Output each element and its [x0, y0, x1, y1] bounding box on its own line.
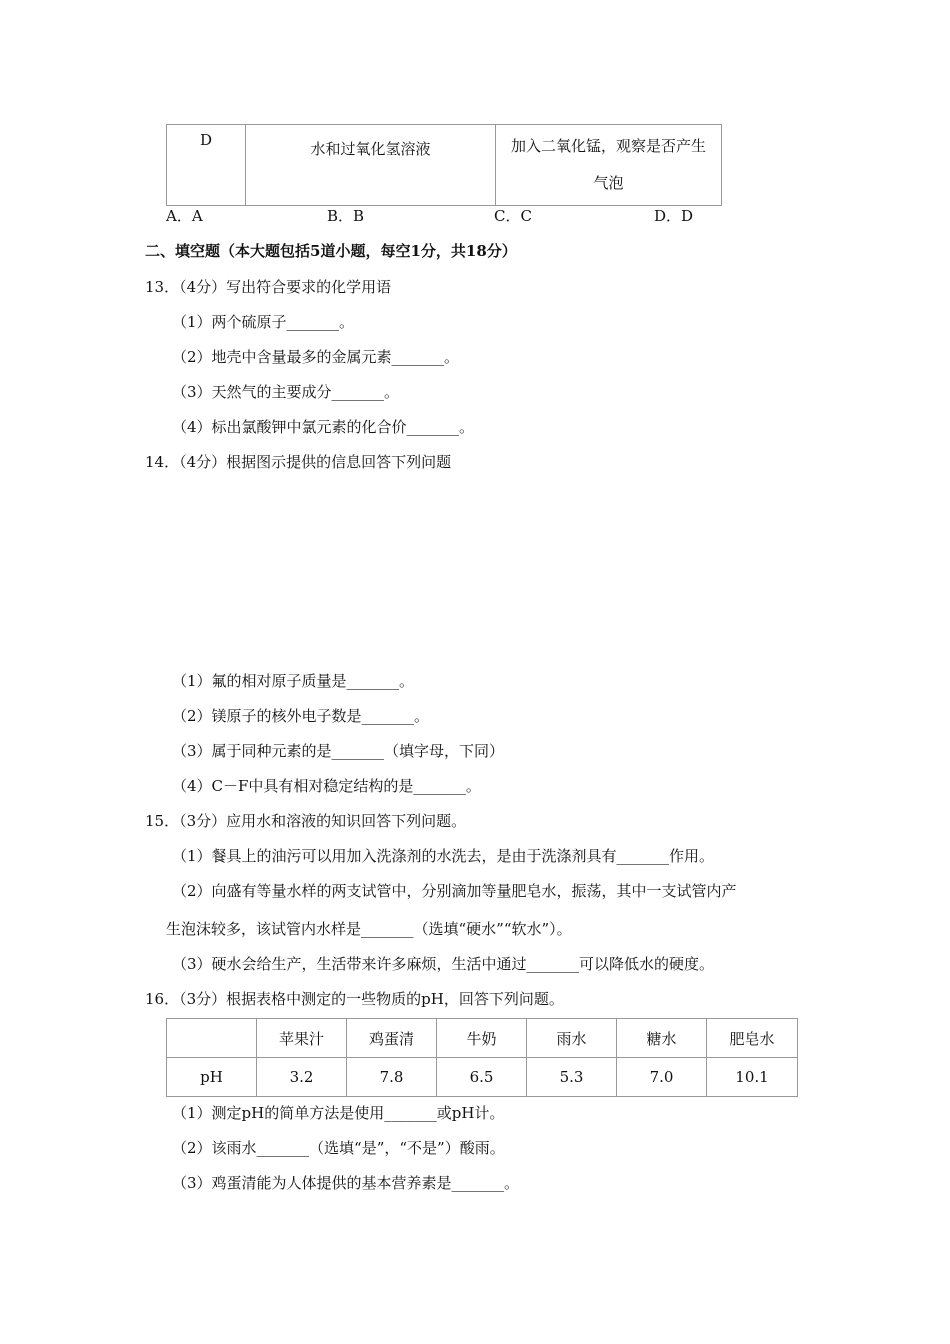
- ph-header-rain-water: 雨水: [527, 1019, 617, 1058]
- q16-item-2: （2）该雨水_______（选填“是”，“不是”）酸雨。: [172, 1139, 505, 1157]
- q13-stem: 13．（4分）写出符合要求的化学用语: [145, 278, 392, 296]
- q13-item-3: （3）天然气的主要成分_______。: [172, 383, 400, 401]
- q16-stem: 16．（3分）根据表格中测定的一些物质的pH，回答下列问题。: [145, 990, 564, 1008]
- option-a[interactable]: A．A: [166, 207, 203, 225]
- q13-item-1: （1）两个硫原子_______。: [172, 313, 355, 331]
- table-row: [167, 1058, 798, 1097]
- method-line-2: 气泡: [593, 174, 624, 192]
- ph-header-sugar-water: 糖水: [617, 1019, 707, 1058]
- q13-item-2: （2）地壳中含量最多的金属元素_______。: [172, 348, 460, 366]
- q15-item-2-line-2: 生泡沫较多，该试管内水样是_______（选填“硬水”“软水”）。: [166, 920, 572, 938]
- row-label: D: [167, 125, 246, 206]
- q16-item-3: （3）鸡蛋清能为人体提供的基本营养素是_______。: [172, 1174, 520, 1192]
- q15-item-1: （1）餐具上的油污可以用加入洗涤剂的水洗去，是由于洗涤剂具有_______作用。: [172, 847, 715, 865]
- option-d[interactable]: D．D: [654, 207, 694, 225]
- method-cell: [496, 125, 722, 206]
- ph-header-empty: [167, 1019, 257, 1058]
- q15-item-3: （3）硬水会给生产，生活带来许多麻烦，生活中通过_______可以降低水的硬度。: [172, 955, 715, 973]
- q14-item-4: （4）C－F中具有相对稳定结构的是_______。: [172, 777, 481, 795]
- option-b[interactable]: B．B: [327, 207, 365, 225]
- prev-options: [166, 205, 766, 225]
- q15-stem: 15．（3分）应用水和溶液的知识回答下列问题。: [145, 812, 467, 830]
- table-row: [167, 1019, 798, 1058]
- method-line-1: 加入二氧化锰，观察是否产生: [510, 137, 706, 155]
- ph-header-milk: 牛奶: [437, 1019, 527, 1058]
- substance-cell: 水和过氧化氢溶液: [246, 125, 496, 206]
- ph-value-soap-water: 10.1: [707, 1058, 798, 1097]
- q14-stem: 14．（4分）根据图示提供的信息回答下列问题: [145, 453, 452, 471]
- ph-header-apple-juice: 苹果汁: [257, 1019, 347, 1058]
- q14-item-3: （3）属于同种元素的是_______（填字母，下同）: [172, 742, 505, 760]
- ph-header-soap-water: 肥皂水: [707, 1019, 798, 1058]
- q13-item-4: （4）标出氯酸钾中氯元素的化合价_______。: [172, 418, 475, 436]
- ph-value-milk: 6.5: [437, 1058, 527, 1097]
- ph-header-egg-white: 鸡蛋清: [347, 1019, 437, 1058]
- prev-question-table: [166, 124, 722, 206]
- table-row: [167, 125, 722, 206]
- ph-value-egg-white: 7.8: [347, 1058, 437, 1097]
- ph-value-sugar-water: 7.0: [617, 1058, 707, 1097]
- option-c[interactable]: C．C: [494, 207, 532, 225]
- q14-item-1: （1）氟的相对原子质量是_______。: [172, 672, 415, 690]
- ph-table: [166, 1018, 798, 1097]
- ph-value-apple-juice: 3.2: [257, 1058, 347, 1097]
- q14-item-2: （2）镁原子的核外电子数是_______。: [172, 707, 430, 725]
- q15-item-2-line-1: （2）向盛有等量水样的两支试管中，分别滴加等量肥皂水，振荡，其中一支试管内产: [172, 882, 737, 900]
- q14-figure: [0, 480, 950, 650]
- ph-value-rain-water: 5.3: [527, 1058, 617, 1097]
- section-title: 二、填空题（本大题包括5道小题，每空1分，共18分）: [145, 242, 517, 260]
- q16-item-1: （1）测定pH的简单方法是使用_______或pH计。: [172, 1104, 505, 1122]
- ph-row-label: pH: [167, 1058, 257, 1097]
